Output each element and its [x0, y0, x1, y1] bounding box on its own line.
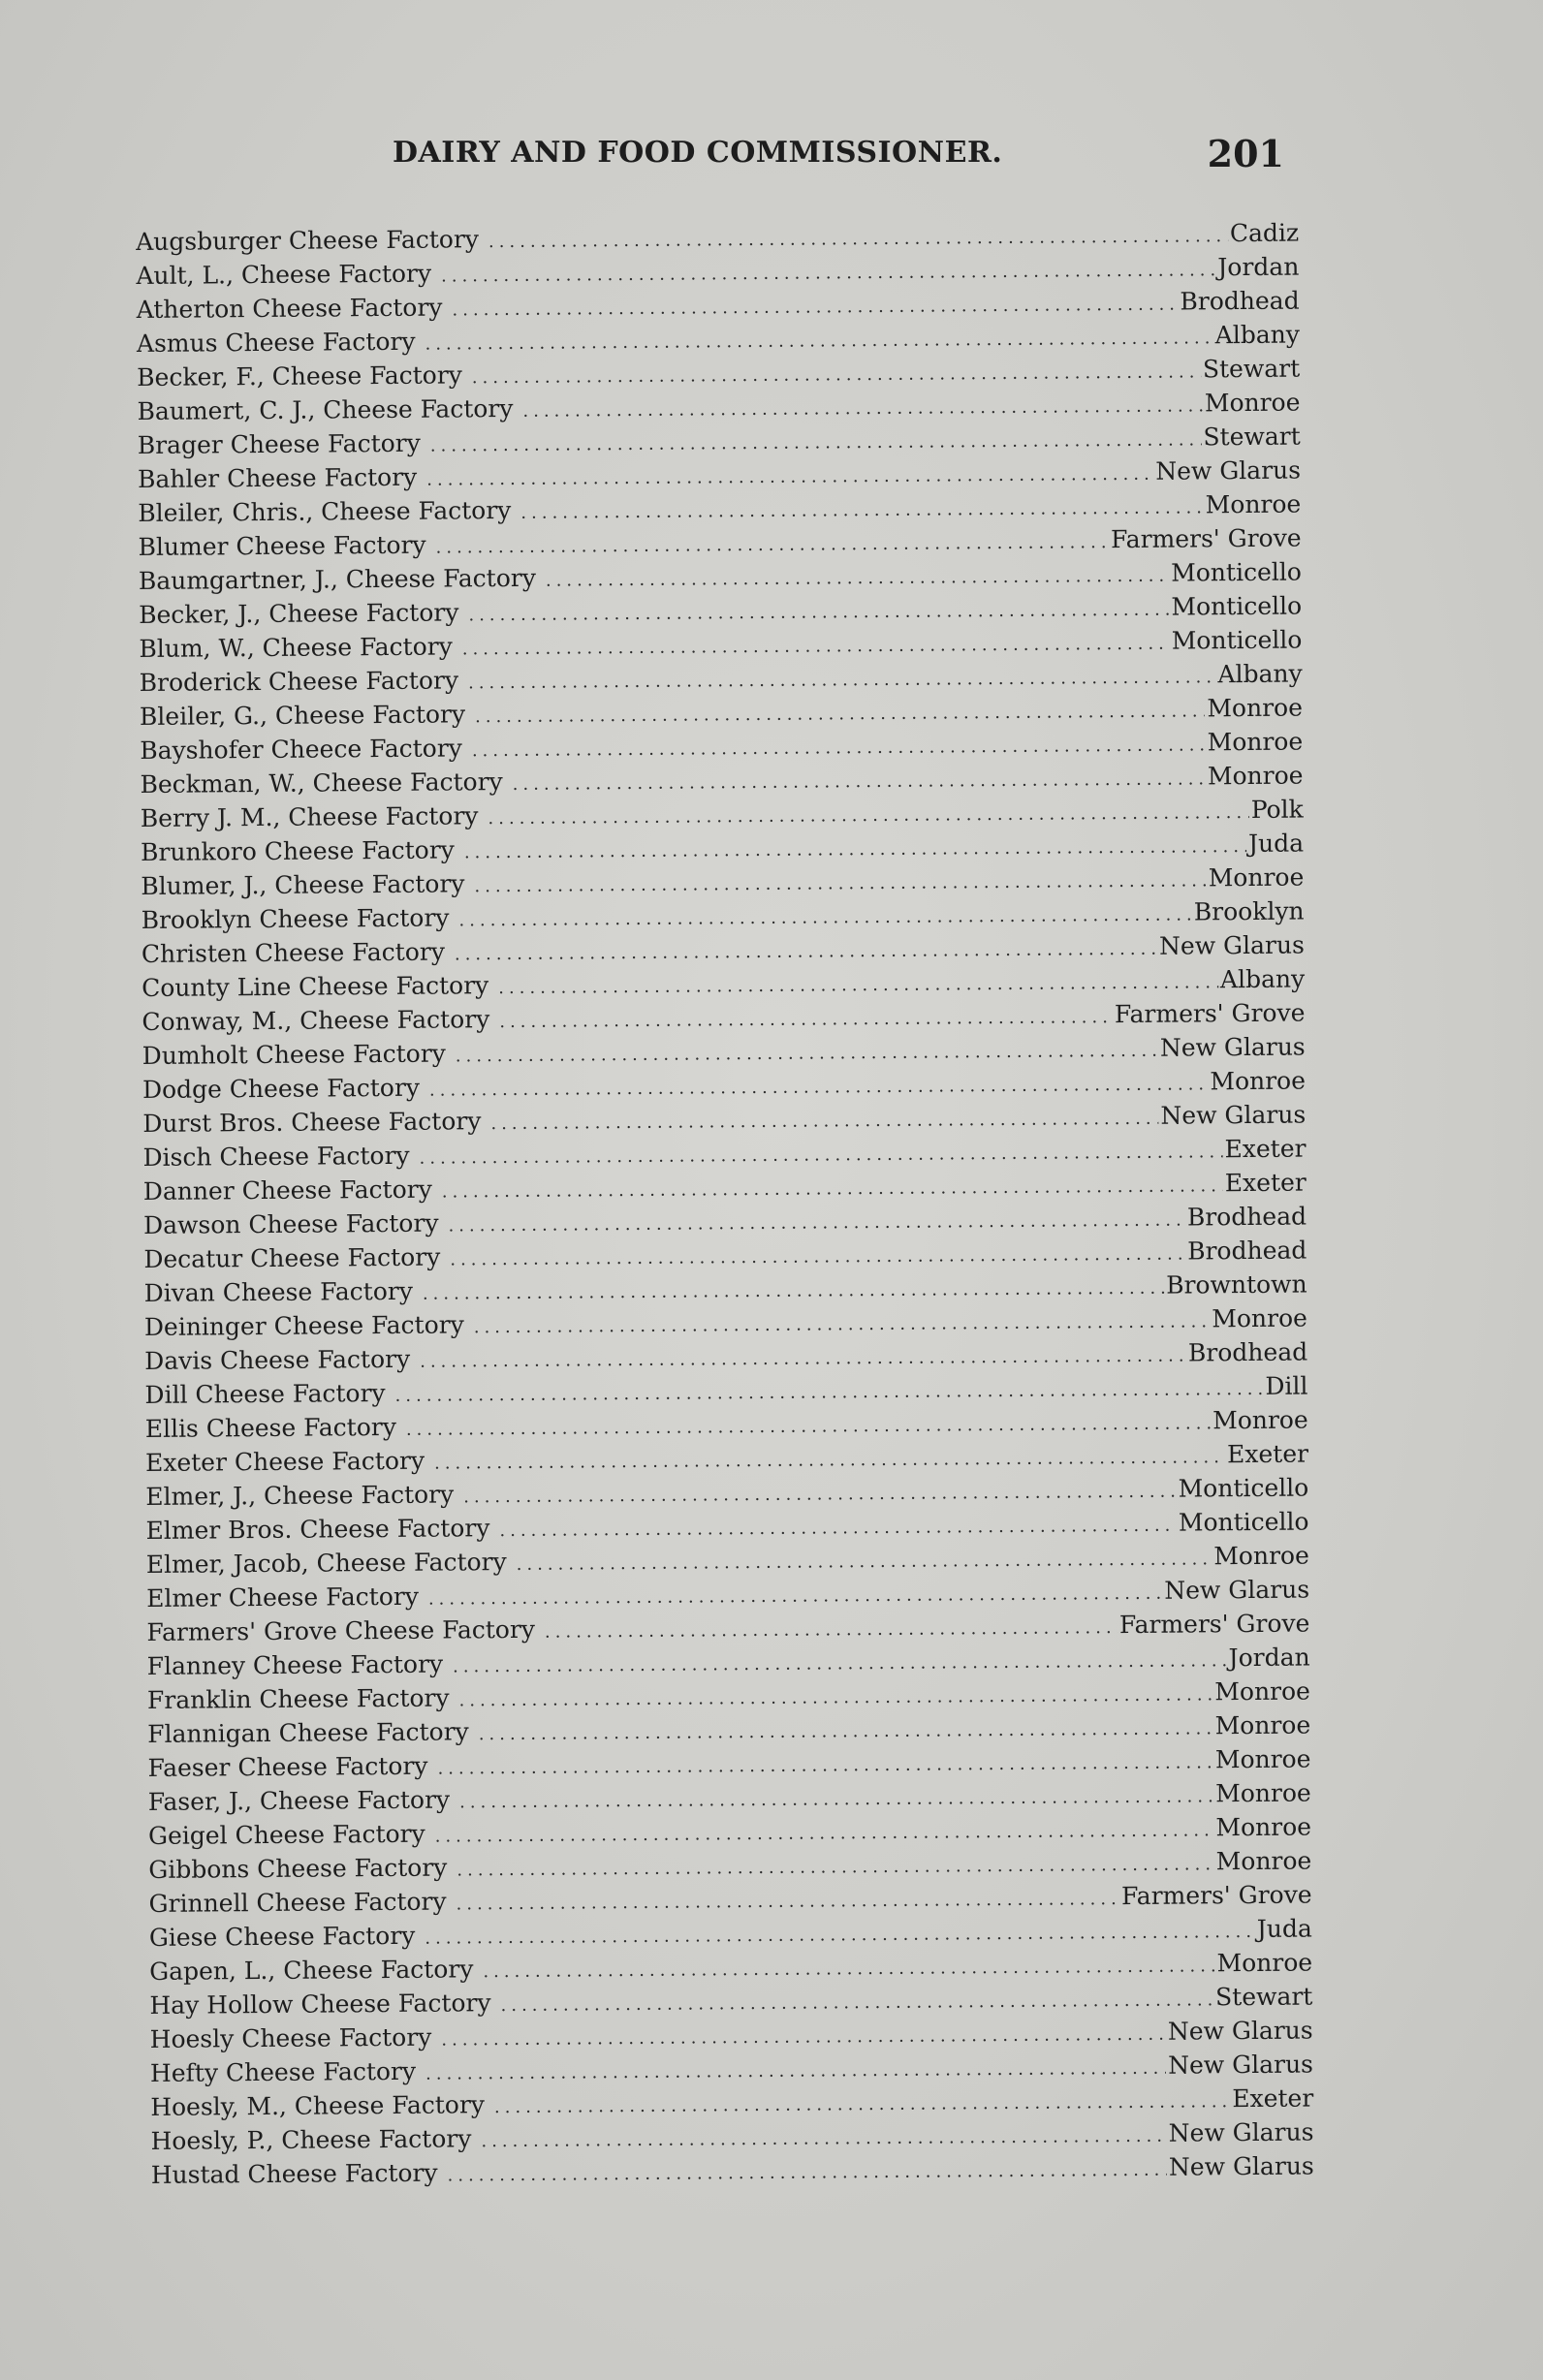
factory-name: Divan Cheese Factory — [143, 1276, 413, 1307]
factory-location: Monticello — [1171, 625, 1303, 655]
factory-location: New Glarus — [1167, 2016, 1313, 2046]
factory-name: Decatur Cheese Factory — [143, 1242, 441, 1273]
factory-location: Jordan — [1228, 1643, 1310, 1673]
factory-location: Exeter — [1232, 2083, 1314, 2114]
page-number: 201 — [1207, 132, 1284, 175]
factory-name: Elmer Cheese Factory — [146, 1581, 420, 1613]
factory-location: Brodhead — [1187, 1337, 1308, 1367]
factory-name: Giese Cheese Factory — [148, 1921, 416, 1952]
factory-name: Blum, W., Cheese Factory — [139, 632, 453, 663]
factory-location: Exeter — [1226, 1439, 1309, 1469]
factory-name: Grinnell Cheese Factory — [148, 1887, 447, 1918]
factory-name: Davis Cheese Factory — [144, 1344, 411, 1375]
factory-location: Monticello — [1171, 591, 1303, 621]
factory-name: Bleiler, G., Cheese Factory — [139, 700, 466, 731]
factory-location: Monticello — [1178, 1473, 1309, 1503]
factory-name: Ellis Cheese Factory — [144, 1412, 397, 1443]
factory-location: Farmers' Grove — [1110, 523, 1302, 554]
factory-location: Monroe — [1214, 1710, 1311, 1740]
factory-location: Monroe — [1214, 1676, 1311, 1707]
factory-location: New Glarus — [1168, 2117, 1314, 2147]
factory-location: Jordan — [1217, 252, 1300, 282]
factory-name: Danner Cheese Factory — [142, 1174, 432, 1206]
factory-name: Brooklyn Cheese Factory — [141, 903, 450, 934]
factory-name: Geigel Cheese Factory — [147, 1819, 425, 1850]
factory-name: Augsburger Cheese Factory — [136, 225, 480, 256]
factory-name: Bahler Cheese Factory — [137, 462, 418, 493]
factory-location: Monroe — [1215, 1846, 1312, 1876]
factory-location: Monroe — [1207, 693, 1304, 723]
factory-name: Beckman, W., Cheese Factory — [140, 767, 503, 799]
factory-location: Stewart — [1203, 422, 1301, 452]
factory-name: Hay Hollow Cheese Factory — [149, 1989, 491, 2020]
factory-name: Berry J. M., Cheese Factory — [140, 801, 479, 832]
factory-location: New Glarus — [1164, 1575, 1310, 1605]
factory-name: Bayshofer Cheece Factory — [140, 734, 462, 765]
factory-name: Dawson Cheese Factory — [142, 1208, 439, 1239]
factory-location: Albany — [1217, 659, 1303, 689]
factory-location: Monroe — [1204, 388, 1301, 418]
factory-name: Farmers' Grove Cheese Factory — [146, 1614, 536, 1646]
factory-location: Farmers' Grove — [1120, 1880, 1312, 1911]
factory-location: Stewart — [1215, 1982, 1313, 2012]
page-title: DAIRY AND FOOD COMMISSIONER. — [393, 136, 1003, 170]
factory-location: Monroe — [1212, 1405, 1308, 1435]
factory-name: Atherton Cheese Factory — [136, 293, 443, 324]
factory-name: Faser, J., Cheese Factory — [147, 1785, 451, 1816]
factory-location: New Glarus — [1158, 930, 1305, 960]
factory-name: Blumer, J., Cheese Factory — [141, 869, 465, 900]
factory-name: Brager Cheese Factory — [137, 428, 421, 459]
factory-name: Dumholt Cheese Factory — [142, 1039, 446, 1070]
factory-name: Hoesly, M., Cheese Factory — [150, 2090, 486, 2121]
factory-location: Dill — [1265, 1371, 1308, 1400]
factory-location: Brodhead — [1186, 1202, 1307, 1232]
factory-name: Elmer, Jacob, Cheese Factory — [145, 1548, 507, 1579]
factory-location: Browntown — [1166, 1269, 1307, 1300]
factory-location: Exeter — [1224, 1134, 1307, 1164]
factory-location: Monroe — [1212, 1303, 1308, 1333]
factory-name: Bleiler, Chris., Cheese Factory — [138, 495, 512, 527]
factory-location: New Glarus — [1168, 2050, 1314, 2080]
factory-name: Blumer Cheese Factory — [138, 530, 426, 561]
factory-location: New Glarus — [1159, 1032, 1306, 1062]
factory-location: Monroe — [1216, 1948, 1313, 1978]
factory-location: Juda — [1256, 1914, 1312, 1943]
factory-location: New Glarus — [1160, 1100, 1307, 1130]
factory-name: Baumert, C. J., Cheese Factory — [137, 393, 514, 425]
factory-name: Faeser Cheese Factory — [147, 1751, 428, 1782]
factory-name: Asmus Cheese Factory — [136, 327, 416, 358]
factory-location: Albany — [1214, 320, 1301, 350]
factory-location: Monroe — [1210, 1066, 1307, 1096]
factory-name: Brunkoro Cheese Factory — [140, 835, 455, 866]
factory-name: Deininger Cheese Factory — [143, 1310, 464, 1341]
factory-location: Albany — [1219, 964, 1306, 994]
factory-name: Christen Cheese Factory — [141, 937, 446, 968]
factory-name: Baumgartner, J., Cheese Factory — [138, 563, 537, 595]
factory-name: Broderick Cheese Factory — [139, 666, 459, 697]
factory-name: Gibbons Cheese Factory — [148, 1853, 448, 1884]
factory-name: Becker, F., Cheese Factory — [137, 360, 462, 391]
factory-name: Becker, J., Cheese Factory — [139, 598, 459, 629]
factory-location: Farmers' Grove — [1114, 998, 1306, 1029]
factory-location: Monroe — [1207, 727, 1304, 757]
factory-name: County Line Cheese Factory — [142, 971, 489, 1002]
factory-location: Monroe — [1214, 1744, 1311, 1774]
factory-name: Hefty Cheese Factory — [149, 2056, 417, 2087]
factory-location: Cadiz — [1229, 218, 1300, 248]
factory-list — [136, 216, 1314, 2192]
factory-location: Monroe — [1205, 489, 1302, 519]
factory-name: Durst Bros. Cheese Factory — [142, 1107, 482, 1138]
dot-leader — [447, 2153, 1167, 2193]
factory-location: Monroe — [1215, 1778, 1311, 1808]
factory-location: Monroe — [1207, 761, 1304, 791]
factory-name: Elmer, J., Cheese Factory — [145, 1480, 455, 1511]
factory-name: Dill Cheese Factory — [144, 1379, 386, 1409]
factory-location: Polk — [1250, 795, 1304, 824]
factory-name: Hustad Cheese Factory — [150, 2158, 438, 2189]
factory-location: Farmers' Grove — [1118, 1609, 1310, 1640]
factory-name: Flannigan Cheese Factory — [147, 1717, 469, 1748]
factory-name: Franklin Cheese Factory — [146, 1683, 450, 1714]
factory-location: Brodhead — [1187, 1236, 1307, 1266]
factory-location: Monroe — [1215, 1812, 1312, 1842]
factory-name: Gapen, L., Cheese Factory — [149, 1955, 474, 1986]
factory-name: Dodge Cheese Factory — [142, 1073, 421, 1104]
factory-location: Monticello — [1178, 1507, 1309, 1537]
running-header — [383, 132, 1294, 184]
factory-location: New Glarus — [1168, 2151, 1314, 2181]
factory-name: Exeter Cheese Factory — [144, 1446, 425, 1477]
factory-location: Monticello — [1171, 557, 1302, 587]
factory-location: Stewart — [1202, 354, 1301, 384]
factory-location: Juda — [1247, 829, 1305, 859]
factory-location: Exeter — [1224, 1168, 1307, 1198]
factory-name: Ault, L., Cheese Factory — [136, 259, 432, 290]
factory-location: Brodhead — [1180, 286, 1300, 316]
factory-location: Monroe — [1208, 862, 1305, 892]
factory-name: Elmer Bros. Cheese Factory — [145, 1514, 490, 1545]
factory-name: Flanney Cheese Factory — [146, 1649, 444, 1680]
factory-name: Hoesly Cheese Factory — [149, 2022, 432, 2053]
factory-name: Hoesly, P., Cheese Factory — [150, 2124, 472, 2155]
factory-location: Monroe — [1213, 1541, 1309, 1571]
factory-name: Disch Cheese Factory — [142, 1141, 410, 1172]
factory-name: Conway, M., Cheese Factory — [142, 1005, 490, 1036]
factory-location: Brooklyn — [1193, 896, 1305, 926]
factory-location: New Glarus — [1155, 455, 1302, 485]
